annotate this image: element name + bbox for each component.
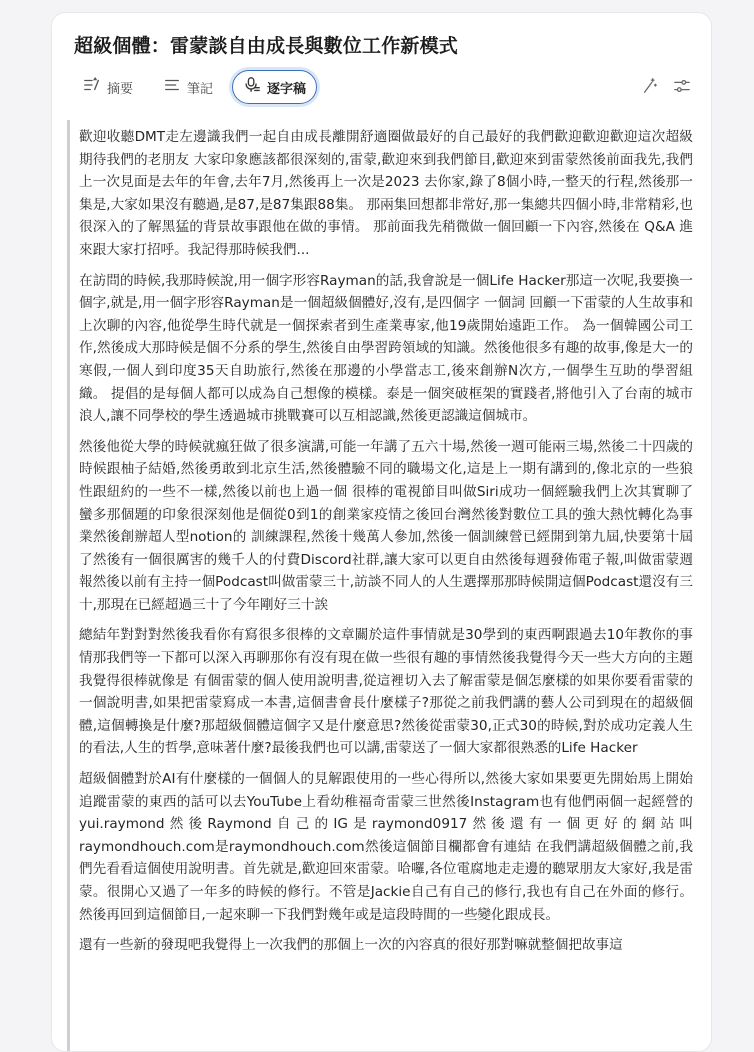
transcript-card bbox=[51, 12, 712, 1052]
tab-summary-label: 摘要 bbox=[107, 81, 134, 97]
tab-notes[interactable] bbox=[152, 70, 224, 104]
tab-transcript-label: 逐字稿 bbox=[267, 81, 307, 97]
transcript-icon bbox=[243, 76, 261, 98]
transcript-paragraph: 在訪問的時候,我那時候說,用一個字形容Rayman的話,我會說是一個Life Hacker那這一次呢,我要換一個字,就是,用一個字形容Rayman是一個超級個體好,沒有,是四個字 一個詞 回顧一下雷蒙的人生故事和上次聊的內容,他從學生時代就是一個探索者到生產業專家,他19歲開始遠距工作。 為一個韓國公司工作,然後成大那時候是個不分系的學生,然後自由學習跨領域的知識。然後他很多有趣的故事,像是大一的寒假,一個人到印度35天自助旅行,然後在那邊的小學當志工,後來創辦N次方,一個學生互助的學習組織。 提倡的是每個人都可以成為自己想像的模樣。泰是一個突破框架的實踐者,將他引入了台南的城市浪人,讓不同學校的學生透過城市挑戰賽可以互相認識,然後更認識這個城市。 bbox=[79, 272, 693, 425]
page-title: 超級個體：雷蒙談自由成長與數位工作新模式 bbox=[74, 35, 459, 57]
tab-notes-label: 筆記 bbox=[187, 81, 214, 97]
transcript-paragraph: 還有一些新的發現吧我覺得上一次我們的那個上一次的內容真的很好那對嘛就整個把故事這 bbox=[79, 937, 623, 954]
tab-summary[interactable] bbox=[72, 70, 144, 104]
transcript-body bbox=[67, 120, 697, 1051]
transcript-paragraph: 總結年對對對然後我看你有寫很多很棒的文章關於這件事情就是30學到的東西啊跟過去10年教你的事情那我們等一下都可以深入再聊那你有沒有現在做一些很有趣的事情然後我覺得今天一些大方向的主題我覺得很棒就像是 有個雷蒙的個人使用說明書,從這裡切入去了解雷蒙是個怎麼樣的如果你要看雷蒙的一個說明書,如果把雷蒙寫成一本書,這個書會長什麼樣子?那從之前我們講的藝人公司到現在的超級個體,這個轉換是什麼?那超級個體這個字又是什麼意思?然後從雷蒙30,正式30的時候,對於成功定義人生的看法,人生的哲學,意味著什麼?最後我們也可以講,雷蒙送了一個大家都很熟悉的Life Hacker bbox=[79, 627, 693, 757]
toolbar bbox=[641, 77, 691, 99]
summary-icon bbox=[83, 76, 101, 98]
view-tabs bbox=[72, 68, 325, 106]
settings-sliders-icon[interactable] bbox=[673, 77, 691, 99]
tab-transcript[interactable] bbox=[232, 70, 317, 104]
transcript-paragraph: 然後他從大學的時候就瘋狂做了很多演講,可能一年講了五六十場,然後一週可能兩三場,然後二十四歲的時候跟柚子結婚,然後勇敢到北京生活,然後體驗不同的職場文化,這是上一期有講到的,像北京的一些狼性跟紐約的一些不一樣,然後以前也上過一個 很棒的電視節目叫做Siri成功一個經驗我們上次其實聊了蠻多那個題的印象很深刻他是個從0到1的創業家疫情之後回台灣然後對數位工具的強大熱忱轉化為事業然後創辦超人型notion的 訓練課程,然後十幾萬人參加,然後一個訓練營已經開到第九屆,快要第十屆了然後有一個很厲害的幾千人的付費Discord社群,讓大家可以更自由然後每週發佈電子報,叫做雷蒙週報然後以前有主持一個Podcast叫做雷蒙三十,訪談不同人的人生選擇那那時候開這個Podcast還沒有三十,那現在已經超過三十了今年剛好三十誒 bbox=[79, 438, 693, 613]
transcript-paragraph: 歡迎收聽DMT走左邊識我們一起自由成長離開舒適圈做最好的自己最好的我們歡迎歡迎歡迎這次超級期待我們的老朋友 大家印象應該都很深刻的,雷蒙,歡迎來到我們節目,歡迎來到雷蒙然後前面我先,我們上一次見面是去年的年會,去年7月,然後再上一次是2023 去你家,錄了8個小時,一整天的行程,然後那一集是,大家如果沒有聽過,是87,是87集跟88集。 那兩集回想都非常好,那一集總共四個小時,非常精彩,也很深入的了解黑猛的背景故事跟他在做的事情。 那前面我先稍微做一個回顧一下內容,然後在 Q&A 進來跟大家打招呼。我記得那時候我們... bbox=[79, 129, 693, 258]
magic-wand-icon[interactable] bbox=[641, 77, 659, 99]
notes-icon bbox=[163, 76, 181, 98]
transcript-paragraph: 超級個體對於AI有什麼樣的一個個人的見解跟使用的一些心得所以,然後大家如果要更先開始馬上開始追蹤雷蒙的東西的話可以去YouTube上看幼稚福奇雷蒙三世然後Instagram也有他們兩個一起經營的yui.raymond然後Raymond自己的IG是raymond0917然後還有一個更好的網站叫raymondhouch.com是raymondhouch.com然後這個節目欄都會有連結 在我們講超級個體之前,我們先看看這個使用說明書。首先就是,歡迎回來雷蒙。哈囉,各位電腐地走走邊的聽眾朋友大家好,我是雷蒙。很開心又過了一年多的時候的修行。不管是Jackie自己有自己的修行,我也有自己在外面的修行。然後再回到這個節目,一起來聊一下我們對幾年或是這段時間的一些變化跟成長。 bbox=[79, 771, 693, 923]
